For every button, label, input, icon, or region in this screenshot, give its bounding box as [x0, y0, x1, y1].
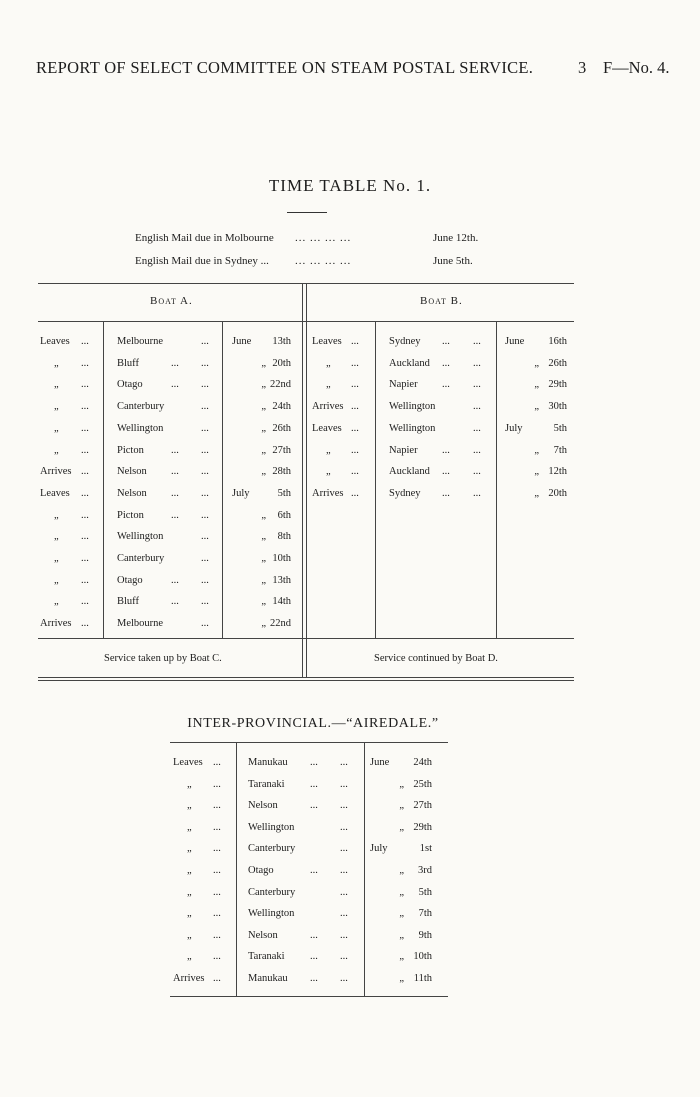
- row-day: 26th: [548, 357, 567, 369]
- row-action: Leaves: [312, 336, 342, 347]
- leader-dots: ...: [442, 336, 450, 347]
- row-action: Leaves: [312, 422, 342, 434]
- leader-dots: ...: [81, 379, 89, 391]
- leader-dots: ...: [473, 401, 481, 413]
- row-place: Bluff: [117, 596, 139, 608]
- row-place: Manukau: [248, 973, 288, 984]
- row-place: Auckland: [389, 466, 430, 478]
- row-day: 3rd: [418, 865, 432, 876]
- leader-dots: ...: [81, 401, 89, 413]
- leader-dots: ...: [81, 509, 89, 521]
- leader-dots: ...: [340, 908, 348, 920]
- ip-bottom-rule: [170, 996, 448, 997]
- timetable-title: TIME TABLE No. 1.: [268, 176, 432, 195]
- table-bottom-rule-double: [38, 680, 574, 681]
- leader-dots: ...: [473, 422, 481, 434]
- row-action: Arrives: [40, 618, 72, 630]
- leader-dots: ...: [442, 487, 450, 499]
- row-month: July: [505, 422, 523, 434]
- row-place: Nelson: [248, 929, 278, 941]
- row-day: 13th: [272, 336, 291, 347]
- mail-line-melbourne: [135, 232, 495, 246]
- leader-dots: ...: [442, 466, 450, 478]
- leader-dots: ...: [201, 509, 209, 521]
- leader-dots: ...: [201, 466, 209, 478]
- row-month: „: [399, 973, 404, 984]
- row-action: „: [326, 357, 331, 369]
- row-day: 7th: [418, 908, 432, 920]
- row-month: „: [261, 379, 266, 391]
- row-action: „: [187, 800, 192, 812]
- row-place: Picton: [117, 509, 144, 521]
- row-place: Canterbury: [117, 553, 165, 564]
- leader-dots: ...: [171, 444, 179, 456]
- row-place: Wellington: [117, 531, 164, 543]
- row-month: June: [505, 336, 525, 347]
- row-place: Nelson: [117, 466, 147, 478]
- row-action: „: [187, 778, 192, 790]
- leader-dots: ...: [473, 487, 481, 499]
- row-day: 12th: [548, 466, 567, 478]
- row-action: „: [54, 509, 59, 521]
- leader-dots: ...: [340, 951, 348, 963]
- leader-dots: ...: [171, 357, 179, 369]
- leader-dots: ...: [201, 574, 209, 586]
- row-place: Canterbury: [117, 401, 165, 413]
- row-day: 27th: [413, 800, 432, 812]
- row-month: „: [534, 379, 539, 391]
- leader-dots: ...: [340, 800, 348, 812]
- row-place: Napier: [389, 379, 418, 391]
- row-day: 14th: [272, 596, 291, 608]
- row-month: „: [399, 951, 404, 963]
- row-month: „: [261, 574, 266, 586]
- leader-dots: ...: [351, 444, 359, 456]
- boat-b-col-divider: [496, 321, 497, 638]
- row-place: Canterbury: [248, 886, 296, 898]
- leader-dots: ...: [213, 778, 221, 790]
- leader-dots: ...: [213, 908, 221, 920]
- row-day: 27th: [272, 444, 291, 456]
- row-action: „: [187, 843, 192, 855]
- row-day: 22nd: [270, 379, 291, 391]
- row-day: 10th: [272, 553, 291, 564]
- row-day: 6th: [277, 509, 291, 521]
- row-action: „: [187, 908, 192, 920]
- row-month: „: [261, 553, 266, 564]
- row-action: „: [187, 929, 192, 941]
- ip-col-divider: [236, 742, 237, 996]
- row-action: „: [54, 553, 59, 564]
- leader-dots: ...: [171, 379, 179, 391]
- leader-dots: ...: [351, 422, 359, 434]
- leader-dots: ...: [310, 757, 318, 768]
- boat-b-heading: Boat B.: [420, 295, 463, 307]
- row-action: „: [54, 596, 59, 608]
- row-month: „: [261, 509, 266, 521]
- leader-dots: ...: [340, 821, 348, 833]
- leader-dots: ...: [340, 886, 348, 898]
- leader-dots: ...: [213, 821, 221, 833]
- row-day: 20th: [548, 487, 567, 499]
- row-day: 24th: [413, 757, 432, 768]
- leader-dots: ...: [81, 487, 89, 499]
- row-day: 5th: [418, 886, 432, 898]
- row-place: Napier: [389, 444, 418, 456]
- report-title: REPORT OF SELECT COMMITTEE ON STEAM POSTAL SERVICE.: [36, 58, 534, 77]
- leader-dots: ...: [473, 444, 481, 456]
- row-month: June: [370, 757, 390, 768]
- row-place: Wellington: [389, 401, 436, 413]
- leader-dots: ...: [201, 401, 209, 413]
- ip-col-divider: [364, 742, 365, 996]
- row-action: Arrives: [312, 487, 344, 499]
- leader-dots: ...: [81, 531, 89, 543]
- interprovincial-title: INTER-PROVINCIAL.—“AIREDALE.”: [187, 716, 439, 731]
- row-day: 13th: [272, 574, 291, 586]
- leader-dots: ...: [81, 553, 89, 564]
- row-place: Wellington: [389, 422, 436, 434]
- mail-line-sydney: [135, 255, 495, 269]
- boat-a-col-divider: [222, 321, 223, 638]
- leader-dots: ...: [213, 951, 221, 963]
- row-action: Arrives: [40, 466, 72, 478]
- leader-dots: ...: [81, 422, 89, 434]
- leader-dots: ...: [201, 531, 209, 543]
- leader-dots: ...: [351, 401, 359, 413]
- leader-dots: ...: [201, 379, 209, 391]
- leader-dots: ...: [171, 596, 179, 608]
- leader-dots: ...: [442, 357, 450, 369]
- row-action: „: [54, 401, 59, 413]
- row-place: Nelson: [117, 487, 147, 499]
- row-place: Wellington: [248, 821, 295, 833]
- row-action: „: [187, 821, 192, 833]
- leader-dots: ...: [213, 757, 221, 768]
- row-action: Leaves: [40, 487, 70, 499]
- row-month: „: [261, 401, 266, 413]
- ip-top-rule: [170, 742, 448, 743]
- leader-dots: ...: [310, 865, 318, 876]
- row-action: Arrives: [312, 401, 344, 413]
- leader-dots: ...: [351, 379, 359, 391]
- row-day: 8th: [277, 531, 291, 543]
- mail-line-dots: ... ... ... ...: [295, 232, 352, 244]
- row-day: 22nd: [270, 618, 291, 630]
- row-day: 26th: [272, 422, 291, 434]
- row-month: July: [370, 843, 388, 855]
- row-action: „: [54, 574, 59, 586]
- leader-dots: ...: [201, 553, 209, 564]
- leader-dots: ...: [171, 466, 179, 478]
- paper-reference: F—No. 4.: [603, 58, 670, 77]
- leader-dots: ...: [340, 843, 348, 855]
- row-month: „: [534, 466, 539, 478]
- row-action: „: [326, 379, 331, 391]
- leader-dots: ...: [81, 466, 89, 478]
- row-place: Taranaki: [248, 951, 285, 963]
- leader-dots: ...: [310, 929, 318, 941]
- leader-dots: ...: [201, 596, 209, 608]
- leader-dots: ...: [340, 778, 348, 790]
- row-place: Melbourne: [117, 336, 164, 347]
- row-action: „: [54, 444, 59, 456]
- table-bottom-rule: [38, 677, 574, 678]
- row-month: „: [261, 422, 266, 434]
- row-place: Otago: [117, 574, 143, 586]
- leader-dots: ...: [213, 973, 221, 984]
- row-month: „: [261, 618, 266, 630]
- leader-dots: ...: [81, 336, 89, 347]
- leader-dots: ...: [81, 357, 89, 369]
- row-place: Canterbury: [248, 843, 296, 855]
- leader-dots: ...: [201, 444, 209, 456]
- leader-dots: ...: [171, 574, 179, 586]
- leader-dots: ...: [473, 466, 481, 478]
- row-month: „: [261, 596, 266, 608]
- row-place: Wellington: [117, 422, 164, 434]
- row-day: 30th: [548, 401, 567, 413]
- leader-dots: ...: [213, 929, 221, 941]
- row-place: Melbourne: [117, 618, 164, 630]
- row-action: „: [54, 531, 59, 543]
- row-month: „: [534, 487, 539, 499]
- leader-dots: ...: [81, 596, 89, 608]
- leader-dots: ...: [213, 886, 221, 898]
- row-month: „: [261, 531, 266, 543]
- leader-dots: ...: [310, 951, 318, 963]
- row-action: „: [187, 951, 192, 963]
- leader-dots: ...: [351, 466, 359, 478]
- center-divider: [302, 283, 303, 677]
- leader-dots: ...: [81, 444, 89, 456]
- page-number: 3: [578, 58, 587, 77]
- row-month: „: [399, 778, 404, 790]
- row-month: „: [534, 401, 539, 413]
- leader-dots: ...: [213, 800, 221, 812]
- boat-a-heading: Boat A.: [150, 295, 193, 307]
- row-place: Sydney: [389, 336, 421, 347]
- leader-dots: ...: [201, 422, 209, 434]
- row-day: 5th: [553, 422, 567, 434]
- row-place: Bluff: [117, 357, 139, 369]
- row-action: „: [54, 379, 59, 391]
- row-month: „: [399, 865, 404, 876]
- leader-dots: ...: [201, 618, 209, 630]
- leader-dots: ...: [81, 574, 89, 586]
- row-place: Picton: [117, 444, 144, 456]
- mail-line-label: English Mail due in Molbourne: [135, 232, 274, 244]
- row-month: July: [232, 487, 250, 499]
- row-action: „: [187, 865, 192, 876]
- row-action: Arrives: [173, 973, 205, 984]
- leader-dots: ...: [473, 379, 481, 391]
- boat-b-footer: Service continued by Boat D.: [374, 653, 498, 664]
- leader-dots: ...: [171, 509, 179, 521]
- leader-dots: ...: [340, 757, 348, 768]
- row-day: 10th: [413, 951, 432, 963]
- mail-line-date: June 5th.: [433, 255, 473, 267]
- row-day: 11th: [413, 973, 432, 984]
- leader-dots: ...: [473, 357, 481, 369]
- leader-dots: ...: [81, 618, 89, 630]
- row-month: „: [534, 444, 539, 456]
- row-place: Taranaki: [248, 778, 285, 790]
- leader-dots: ...: [213, 843, 221, 855]
- row-place: Otago: [248, 865, 274, 876]
- row-place: Wellington: [248, 908, 295, 920]
- row-action: „: [54, 357, 59, 369]
- mail-line-dots: ... ... ... ...: [295, 255, 352, 267]
- row-day: 16th: [548, 336, 567, 347]
- leader-dots: ...: [340, 865, 348, 876]
- row-action: Leaves: [173, 757, 203, 768]
- row-month: „: [399, 908, 404, 920]
- row-month: „: [261, 466, 266, 478]
- leader-dots: ...: [351, 487, 359, 499]
- row-day: 29th: [548, 379, 567, 391]
- leader-dots: ...: [351, 336, 359, 347]
- leader-dots: ...: [171, 487, 179, 499]
- row-place: Sydney: [389, 487, 421, 499]
- row-month: „: [399, 929, 404, 941]
- leader-dots: ...: [351, 357, 359, 369]
- row-month: „: [399, 800, 404, 812]
- row-action: Leaves: [40, 336, 70, 347]
- mail-line-date: June 12th.: [433, 232, 479, 244]
- row-day: 25th: [413, 778, 432, 790]
- leader-dots: ...: [340, 929, 348, 941]
- leader-dots: ...: [310, 778, 318, 790]
- leader-dots: ...: [473, 336, 481, 347]
- row-day: 24th: [272, 401, 291, 413]
- row-place: Auckland: [389, 357, 430, 369]
- row-place: Nelson: [248, 800, 278, 812]
- row-day: 28th: [272, 466, 291, 478]
- boat-b-col-divider: [375, 321, 376, 638]
- row-day: 1st: [419, 843, 432, 855]
- title-rule: [287, 212, 327, 213]
- row-month: „: [399, 886, 404, 898]
- boat-a-footer: Service taken up by Boat C.: [104, 653, 222, 664]
- row-day: 9th: [418, 929, 432, 941]
- row-action: „: [54, 422, 59, 434]
- row-day: 20th: [272, 357, 291, 369]
- row-month: „: [399, 821, 404, 833]
- row-place: Manukau: [248, 757, 288, 768]
- row-day: 29th: [413, 821, 432, 833]
- leader-dots: ...: [310, 800, 318, 812]
- row-place: Otago: [117, 379, 143, 391]
- row-day: 7th: [553, 444, 567, 456]
- row-month: „: [261, 444, 266, 456]
- boat-a-col-divider: [103, 321, 104, 638]
- leader-dots: ...: [213, 865, 221, 876]
- leader-dots: ...: [442, 379, 450, 391]
- mail-line-label: English Mail due in Sydney ...: [135, 255, 269, 267]
- row-day: 5th: [277, 487, 291, 499]
- row-action: „: [187, 886, 192, 898]
- leader-dots: ...: [201, 336, 209, 347]
- center-divider-double: [306, 283, 307, 677]
- row-month: June: [232, 336, 252, 347]
- row-month: „: [261, 357, 266, 369]
- leader-dots: ...: [201, 357, 209, 369]
- row-month: „: [534, 357, 539, 369]
- leader-dots: ...: [340, 973, 348, 984]
- row-action: „: [326, 466, 331, 478]
- leader-dots: ...: [310, 973, 318, 984]
- leader-dots: ...: [442, 444, 450, 456]
- leader-dots: ...: [201, 487, 209, 499]
- row-action: „: [326, 444, 331, 456]
